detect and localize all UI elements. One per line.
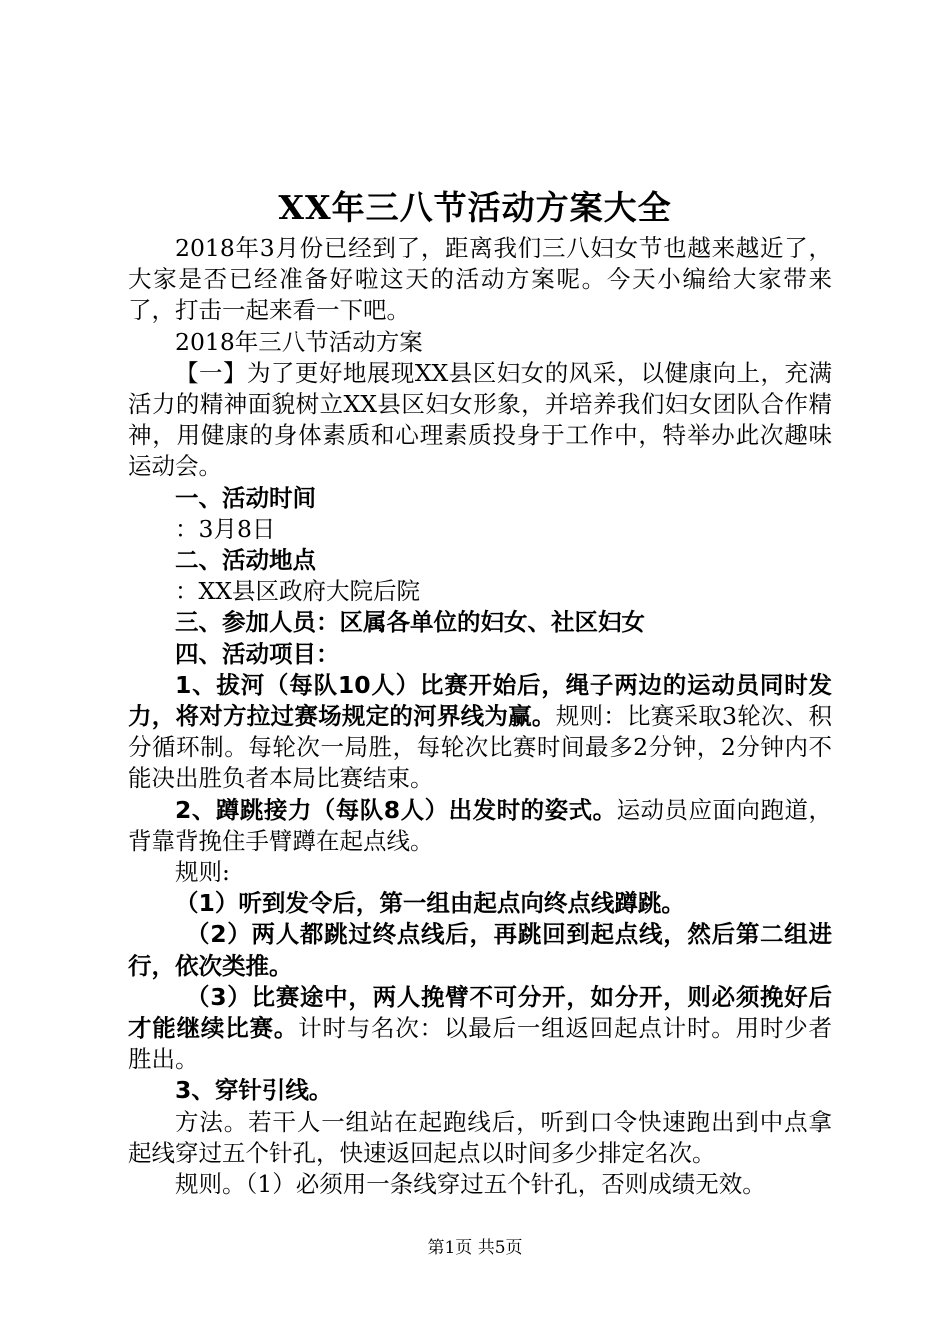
rule-1: （1）听到发令后，第一组由起点向终点线蹲跳。 [175,889,685,918]
event-squat-relay-title: 2、蹲跳接力（每队8人）出发时的姿式。 [175,795,617,824]
rules-label: 规则: [175,858,230,887]
event-tug-of-war-title: 1、拔河（每队10人）比赛开始后，绳子两边的运动员同时发力，将对方拉过赛场规定的河界线为赢。 [128,670,832,731]
event-tug-of-war [128,670,832,795]
page-footer: 第1页 共5页 [427,1238,523,1258]
intro-paragraph: 2018年3月份已经到了，距离我们三八妇女节也越来越近了，大家是否已经准备好啦这天的活动方案呢。今天小编给大家带来了，打击一起来看一下吧。 [128,234,832,325]
document-body [128,233,832,1200]
purpose-paragraph: 【一】为了更好地展现XX县区妇女的风采，以健康向上，充满活力的精神面貌树立XX县区妇女形象，并培养我们妇女团队合作精神，用健康的身体素质和心理素质投身于工作中，特举办此次趣味运动会。 [128,358,832,481]
section-heading: 2018年三八节活动方案 [175,327,423,356]
event-threading-heading: 3、穿针引线。 [175,1076,333,1105]
rule-3 [128,982,832,1076]
document-title: XX年三八节活动方案大全 [278,188,672,227]
rule-3-timing: 计时与名次：以最后一组返回起点计时。用时少者胜出。 [128,1014,832,1074]
event-squat-relay-desc: 运动员应面向跑道，背靠背挽住手臂蹲在起点线。 [128,795,833,855]
location-value: ：XX县区政府大院后院 [175,577,420,606]
location-heading: 二、活动地点 [175,546,316,575]
time-heading: 一、活动时间 [175,483,316,512]
events-heading: 四、活动项目： [175,639,340,668]
rule-3-main: （3）比赛途中，两人挽臂不可分开，如分开，则必须挽好后才能继续比赛。 [128,982,832,1043]
participants-heading: 三、参加人员：区属各单位的妇女、社区妇女 [175,608,645,637]
event-squat-relay [128,795,832,857]
threading-rule: 规则。（1）必须用一条线穿过五个针孔，否则成绩无效。 [175,1170,766,1199]
rule-2: （2）两人都跳过终点线后，再跳回到起点线，然后第二组进行，依次类推。 [128,920,832,980]
event-tug-of-war-rules: 规则：比赛采取3轮次、积分循环制。每轮次一局胜，每轮次比赛时间最多2分钟，2分钟内不能决出胜负者本局比赛结束。 [128,702,833,793]
threading-method: 方法。若干人一组站在起跑线后，听到口令快速跑出到中点拿起线穿过五个针孔，快速返回起点以时间多少排定名次。 [128,1107,832,1167]
time-value: ：3月8日 [175,514,276,543]
